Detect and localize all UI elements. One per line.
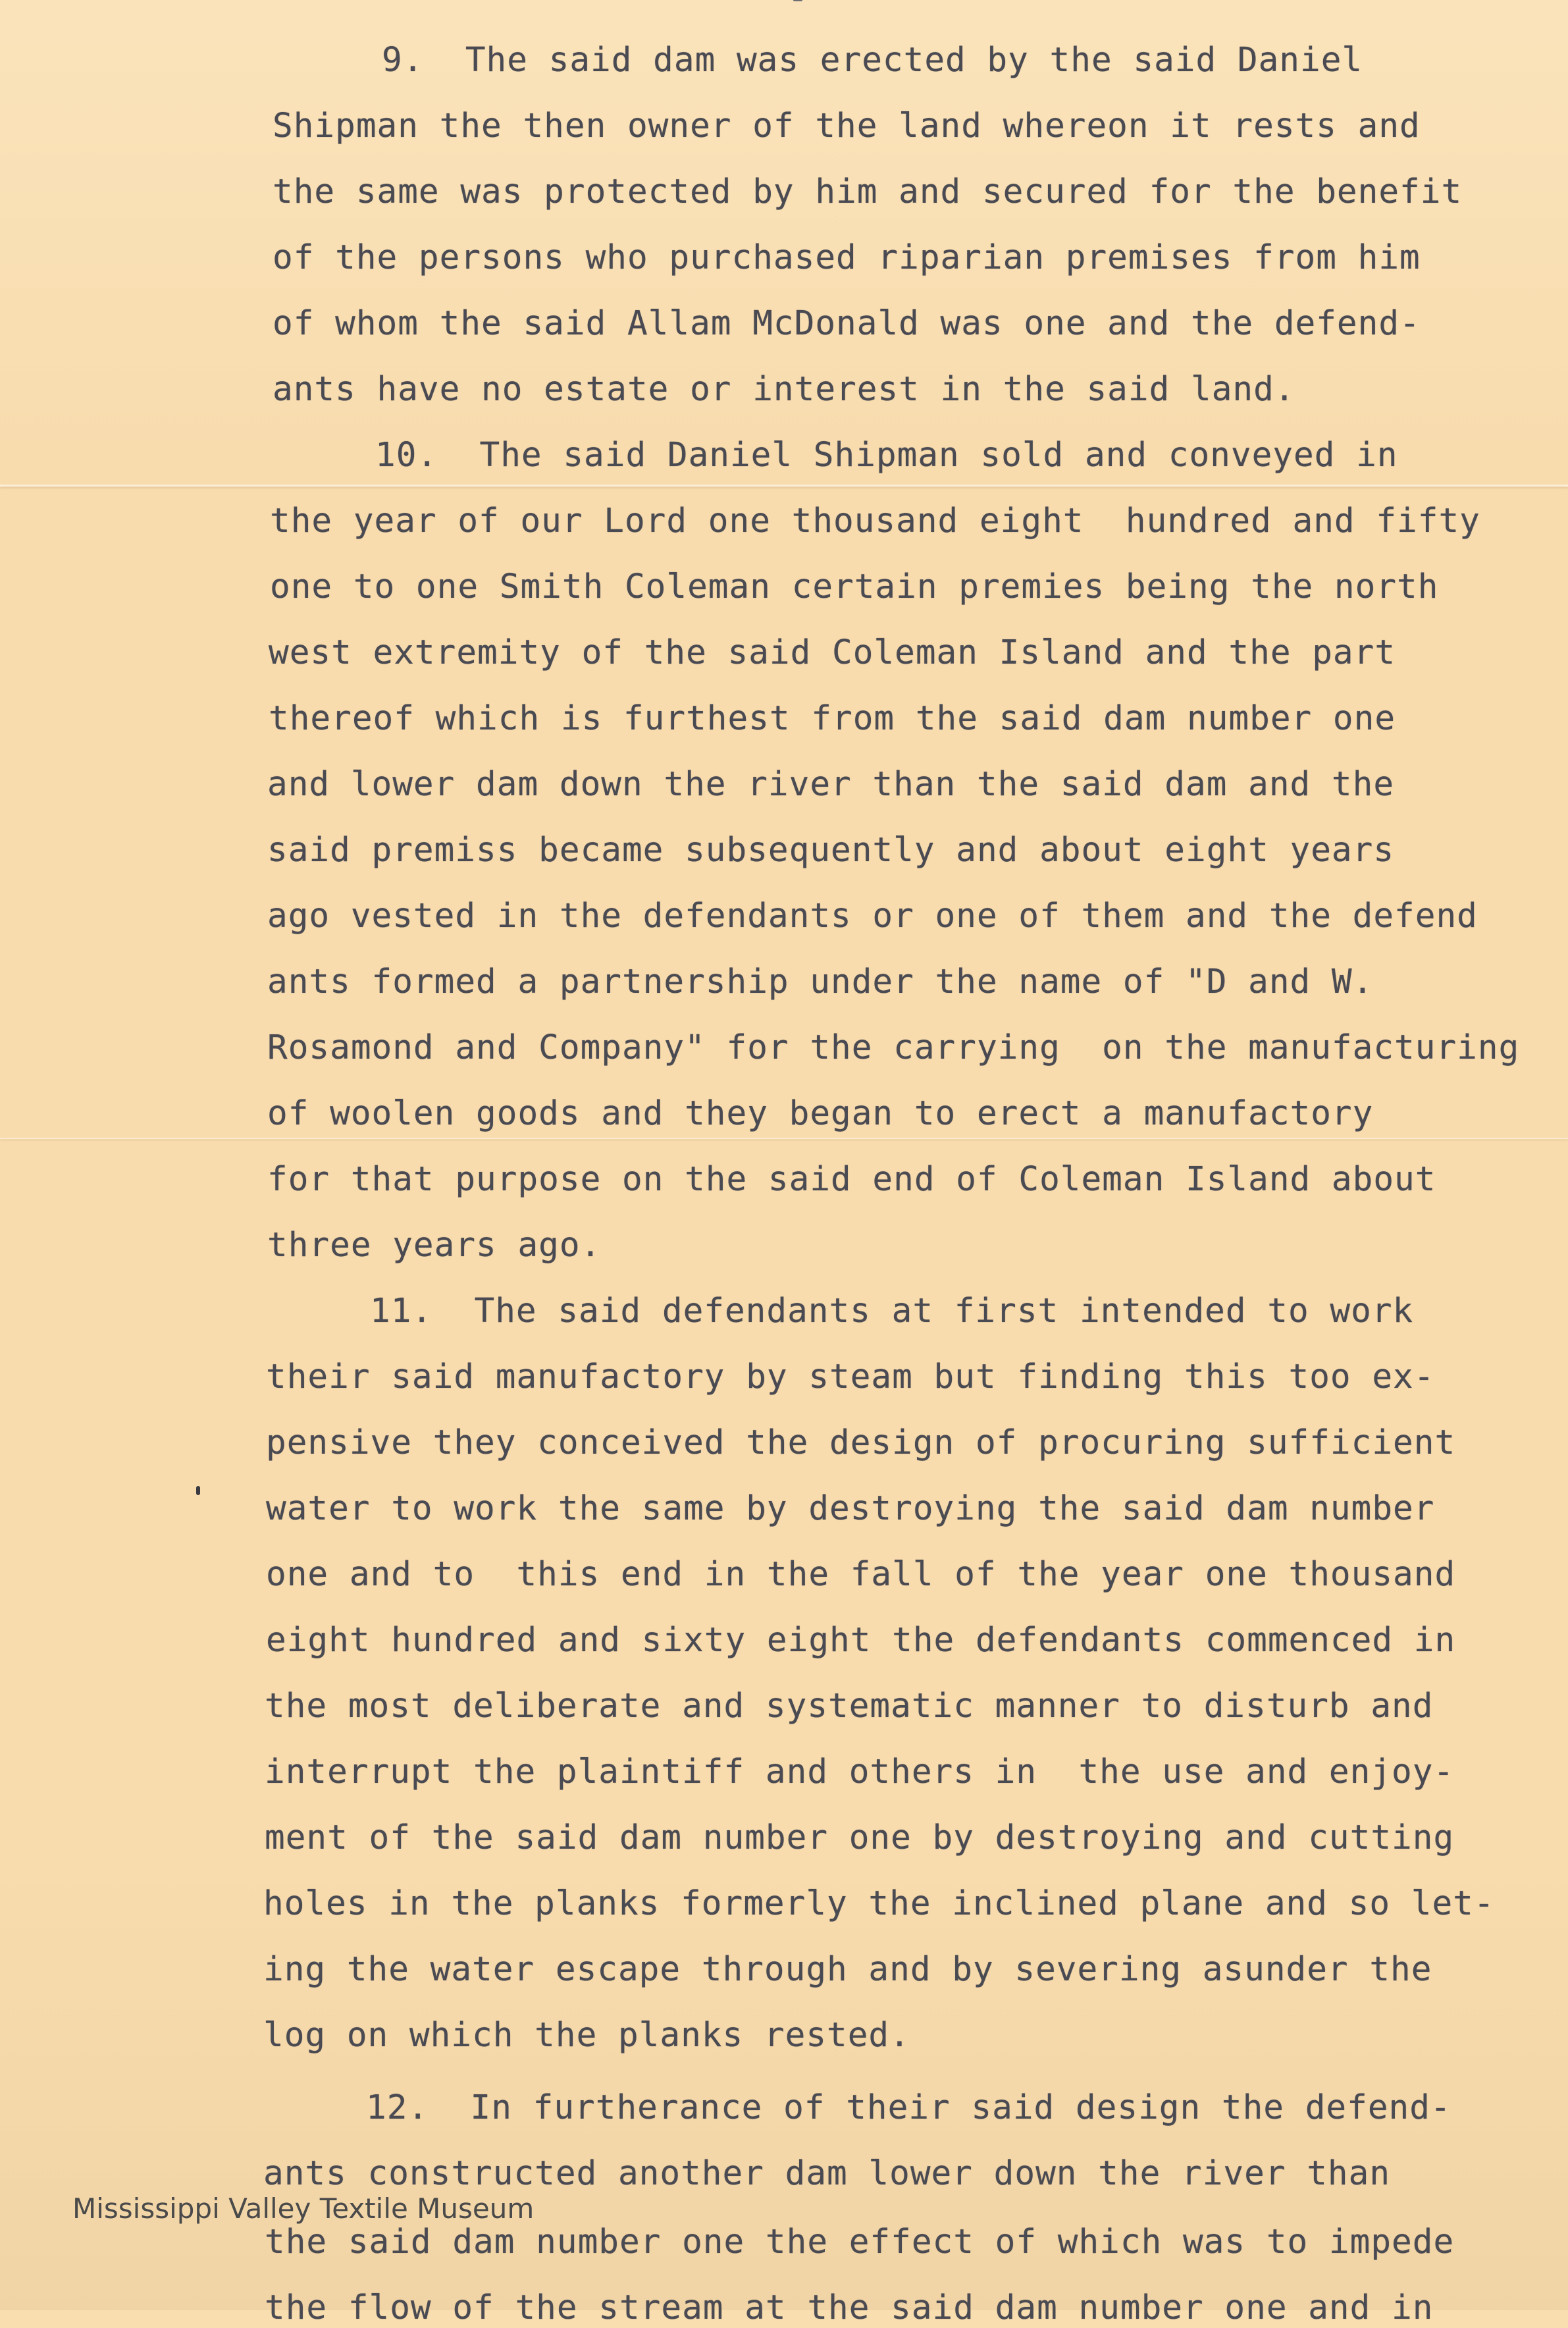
paragraph-line: pensive they conceived the design of procuring sufficient	[266, 1423, 1456, 1462]
paragraph-line: log on which the planks rested.	[263, 2016, 910, 2055]
paragraph-line: and lower dam down the river than the said dam and the	[267, 765, 1395, 804]
paragraph-line: water to work the same by destroying the said dam number	[266, 1489, 1435, 1528]
ink-mark	[196, 1486, 200, 1495]
paragraph-line: for that purpose on the said end of Coleman Island about	[267, 1160, 1436, 1199]
paragraph-line: ment of the said dam number one by destroying and cutting	[265, 1818, 1455, 1857]
paragraph-line: their said manufactory by steam but finding this too ex-	[266, 1358, 1435, 1396]
paragraph-line: interrupt the plaintiff and others in the use and enjoy-	[265, 1753, 1455, 1791]
paragraph-line: one and to this end in the fall of the year one thousand	[266, 1555, 1456, 1594]
paragraph-line: said premiss became subsequently and about eight years	[267, 831, 1395, 870]
paragraph-line: of woolen goods and they began to erect a manufactory	[267, 1094, 1374, 1133]
paragraph-line: one to one Smith Coleman certain premies being the north	[270, 568, 1439, 606]
page-number-fragment	[793, 0, 802, 1]
paper-fold-crease	[0, 485, 1568, 487]
paragraph-line: ing the water escape through and by severing asunder the	[263, 1950, 1432, 1989]
paragraph-line: ago vested in the defendants or one of them and the defend	[267, 897, 1478, 936]
paragraph-line: 12. In furtherance of their said design the defend-	[366, 2088, 1451, 2127]
paragraph-line: the flow of the stream at the said dam number one and in	[265, 2288, 1434, 2327]
paper-fold-crease	[0, 1138, 1568, 1139]
paragraph-line: 9. The said dam was erected by the said Daniel	[382, 41, 1363, 80]
paragraph-line: the year of our Lord one thousand eight hundred and fifty	[270, 502, 1480, 541]
paragraph-line: of whom the said Allam McDonald was one and the defend-	[273, 304, 1421, 343]
paragraph-line: the same was protected by him and secured for the benefit	[273, 172, 1463, 211]
paragraph-line: thereof which is furthest from the said dam number one	[269, 699, 1396, 738]
paragraph-line: holes in the planks formerly the inclined plane and so let-	[263, 1884, 1495, 1923]
paragraph-line: the most deliberate and systematic manner to disturb and	[265, 1687, 1434, 1726]
paragraph-line: ants formed a partnership under the name of "D and W.	[267, 963, 1374, 1001]
paragraph-line: Rosamond and Company" for the carrying on the manufacturing	[267, 1028, 1520, 1067]
paragraph-line: eight hundred and sixty eight the defendants commenced in	[266, 1621, 1456, 1660]
paragraph-line: Shipman the then owner of the land whereon it rests and	[273, 107, 1421, 146]
paragraph-line: three years ago.	[267, 1226, 602, 1265]
paragraph-line: 10. The said Daniel Shipman sold and conveyed in	[375, 436, 1398, 475]
paragraph-line: 11. The said defendants at first intended to work	[370, 1292, 1414, 1331]
paragraph-line: west extremity of the said Coleman Island and the part	[269, 633, 1396, 672]
paragraph-line: the said dam number one the effect of which was to impede	[265, 2223, 1455, 2262]
paragraph-line: ants have no estate or interest in the said land.	[273, 370, 1295, 409]
paragraph-line: ants constructed another dam lower down the river than	[263, 2154, 1391, 2193]
museum-watermark: Mississippi Valley Textile Museum	[72, 2192, 535, 2225]
paragraph-line: of the persons who purchased riparian premises from him	[273, 238, 1421, 277]
